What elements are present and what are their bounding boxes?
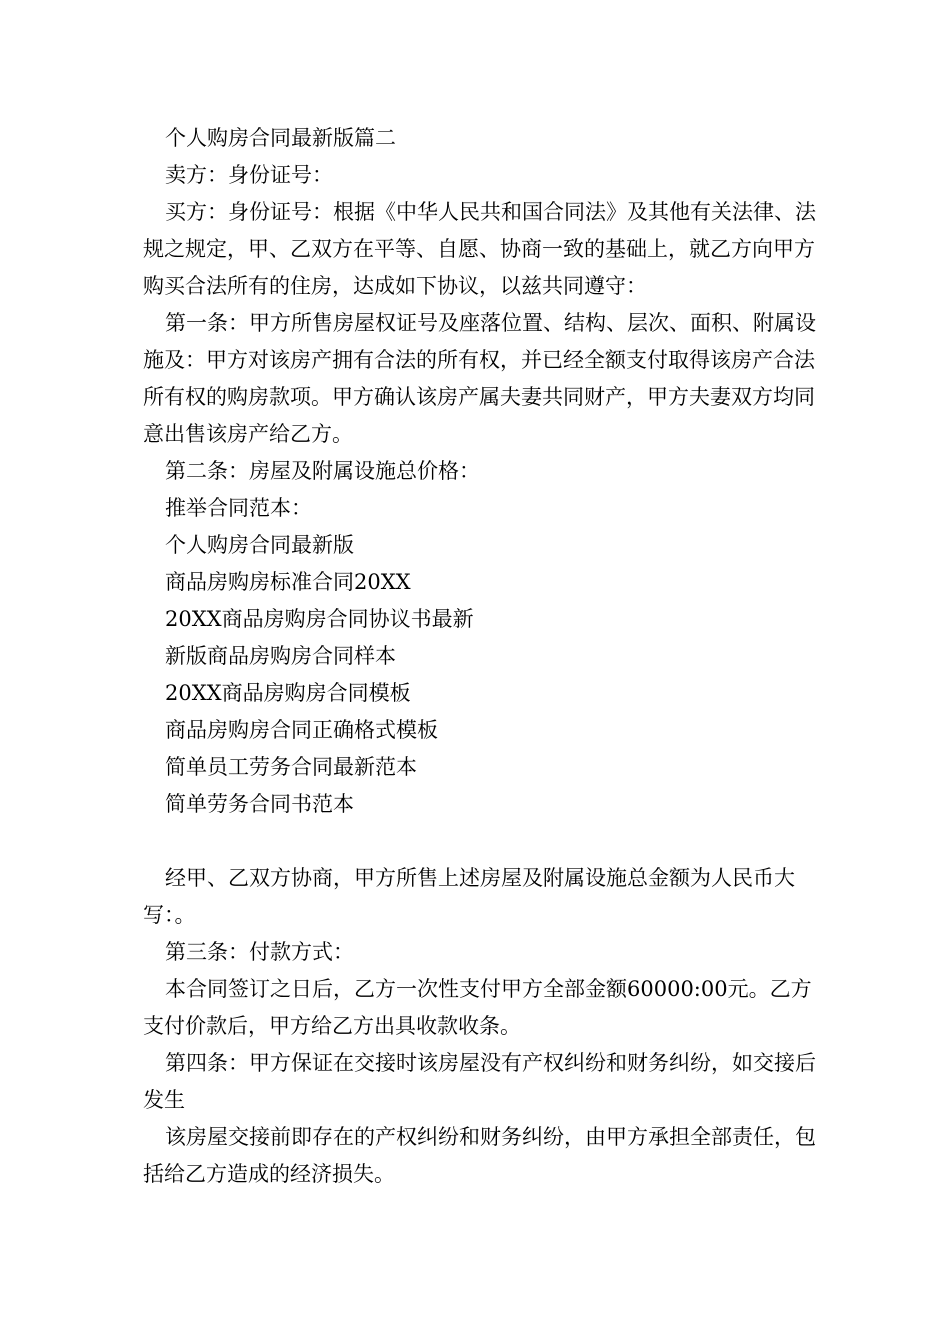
liability-paragraph: 该房屋交接前即存在的产权纠纷和财务纠纷，由甲方承担全部责任，包括给乙方造成的经济损失。 (143, 1125, 816, 1186)
article-2: 第二条：房屋及附属设施总价格： (165, 459, 480, 483)
article-4: 第四条：甲方保证在交接时该房屋没有产权纠纷和财务纠纷，如交接后发生 (143, 1051, 816, 1112)
payment-paragraph: 本合同签订之日后，乙方一次性支付甲方全部金额60000:00元。乙方支付价款后，甲方给乙方出具收款收条。 (143, 977, 812, 1038)
recommend-item[interactable]: 商品房购房标准合同20XX (165, 570, 411, 594)
recommend-item[interactable]: 商品房购房合同正确格式模板 (165, 718, 438, 742)
recommend-item[interactable]: 简单劳务合同书范本 (165, 792, 354, 816)
recommend-heading: 推举合同范本： (165, 496, 312, 520)
recommend-item[interactable]: 个人购房合同最新版 (165, 533, 354, 557)
recommend-item[interactable]: 20XX商品房购房合同协议书最新 (165, 607, 474, 631)
buyer-paragraph: 买方：身份证号：根据《中华人民共和国合同法》及其他有关法律、法规之规定，甲、乙双方在平等、自愿、协商一致的基础上，就乙方向甲方购买合法所有的住房，达成如下协议，以兹共同遵守： (143, 200, 816, 298)
recommend-item[interactable]: 新版商品房购房合同样本 (165, 644, 396, 668)
price-paragraph: 经甲、乙双方协商，甲方所售上述房屋及附属设施总金额为人民币大写：。 (143, 866, 795, 927)
recommend-item[interactable]: 20XX商品房购房合同模板 (165, 681, 411, 705)
blank-line (143, 823, 823, 860)
seller-line: 卖方：身份证号： (165, 163, 333, 187)
article-3: 第三条：付款方式： (165, 940, 354, 964)
article-1: 第一条：甲方所售房屋权证号及座落位置、结构、层次、面积、附属设施及：甲方对该房产拥有合法的所有权，并已经全额支付取得该房产合法所有权的购房款项。甲方确认该房产属夫妻共同财产，甲方夫妻双方均同意出售该房产给乙方。 (143, 311, 816, 446)
recommend-list (143, 527, 823, 823)
document-title: 个人购房合同最新版篇二 (165, 126, 396, 150)
document-body (143, 120, 823, 1193)
recommend-item[interactable]: 简单员工劳务合同最新范本 (165, 755, 417, 779)
